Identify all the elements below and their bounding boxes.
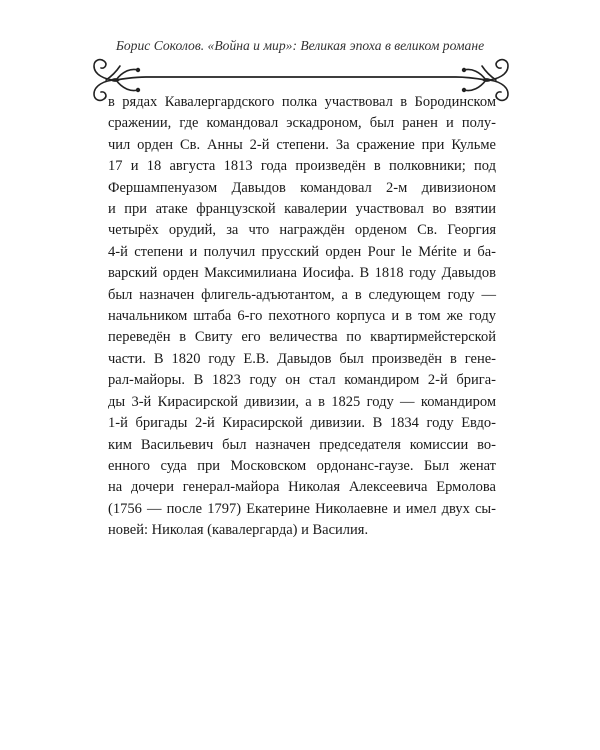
text-line: 4-й степени и получил прусский орден Pour le Mérite и ба- — [108, 243, 496, 260]
text-line: на дочери генерал-майора Николая Алексеевича Ермолова — [108, 479, 496, 496]
text-line: части. В 1820 году Е.В. Давыдов был произведён в гене- — [108, 350, 496, 367]
text-line: (1756 — после 1797) Екатерине Николаевне и имел двух сы- — [108, 500, 496, 517]
text-line: варский орден Максимилиана Иосифа. В 1818 году Давыдов — [108, 265, 496, 282]
text-line: ким Васильевич был назначен председателя комиссии во- — [108, 436, 496, 453]
text-line: 1-й бригады 2-й Кирасирской дивизии. В 1834 году Евдо- — [108, 415, 496, 432]
text-line: чил орден Св. Анны 2-й степени. За сражение при Кульме — [108, 136, 496, 153]
text-line: новей: Николая (кавалергарда) и Василия. — [108, 522, 369, 539]
text-line: в рядах Кавалергардского полка участвовал в Бородинском — [108, 94, 496, 110]
text-line: ды 3-й Кирасирской дивизии, а в 1825 году — командиром — [108, 393, 496, 410]
text-line: переведён в Свиту его величества по квартирмейстерской — [108, 329, 496, 346]
text-line: рал-майоры. В 1823 году он стал командиром 2-й брига- — [108, 372, 496, 389]
text-line: 17 и 18 августа 1813 года произведён в полковники; под — [108, 158, 496, 175]
text-line: и при атаке французской кавалерии участвовал во взятии — [108, 201, 496, 218]
text-line: начальником штаба 6-го пехотного корпуса и в том же году — [108, 308, 496, 325]
text-line: сражении, где командовал эскадроном, был ранен и полу- — [108, 115, 496, 132]
body-text — [108, 92, 496, 542]
text-line: был назначен флигель-адъютантом, а в следующем году — — [108, 286, 496, 303]
running-header: Борис Соколов. «Война и мир»: Великая эпоха в великом романе — [115, 38, 485, 53]
text-line: четырёх орудий, за что награждён орденом Св. Георгия — [108, 222, 496, 239]
text-line: Фершампенуазом Давыдов командовал 2-м дивизионом — [108, 179, 496, 196]
text-line: енного суда при Московском ордонанс-гаузе. Был женат — [108, 457, 496, 474]
